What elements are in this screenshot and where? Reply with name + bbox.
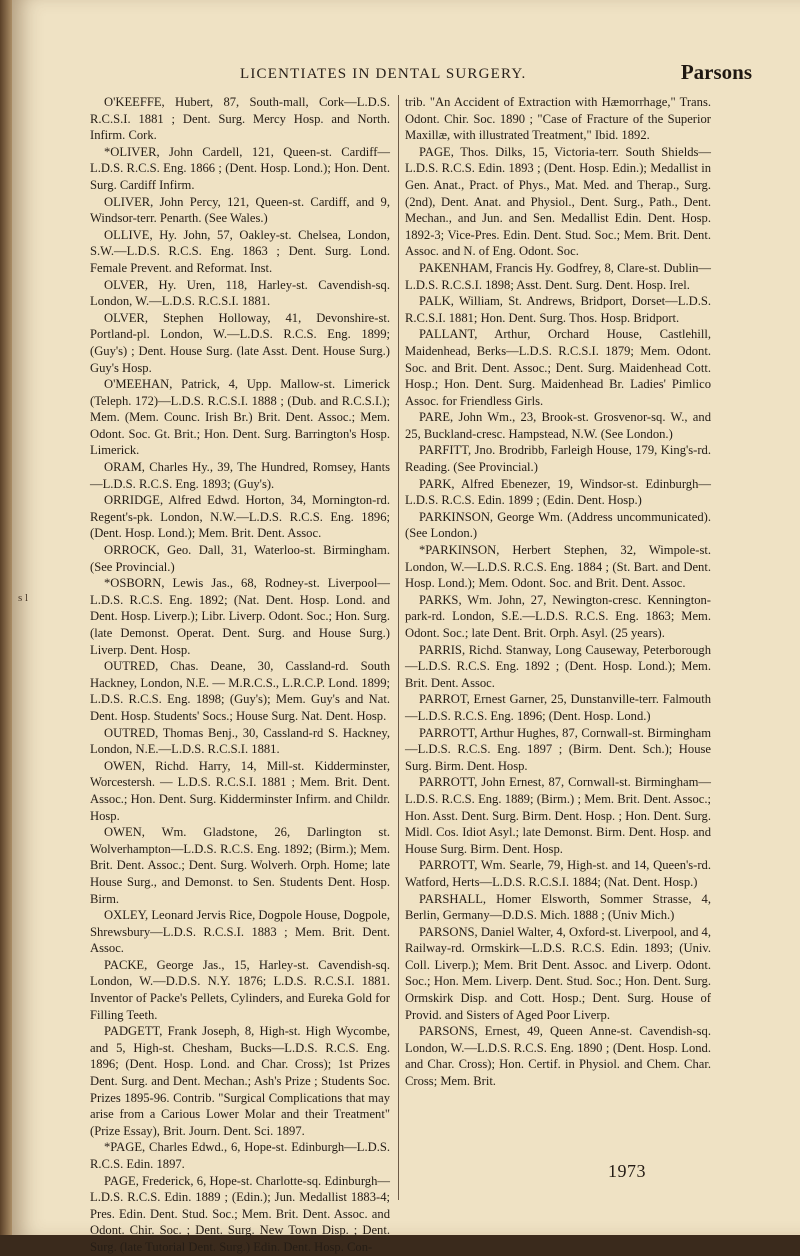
entry: ORAM, Charles Hy., 39, The Hundred, Romsey, Hants—L.D.S. R.C.S. Eng. 1893; (Guy's). <box>90 460 390 491</box>
page-number: 1973 <box>608 1161 646 1181</box>
entry: PARROTT, John Ernest, 87, Cornwall-st. Birmingham—L.D.S. R.C.S. Eng. 1889; (Birm.) ; Mem. Brit. Dent. Assoc.; Hon. Asst. Dent. Surg. Birm. Dent. Hosp. ; Hon. Dent. Surg. Midl. Cos. Idiot Asyl.; late Demonst. Birm. Dent. Hosp. and House Surg. Birm. Dent. Hosp. <box>405 775 711 856</box>
entry: *OLIVER, John Cardell, 121, Queen-st. Cardiff—L.D.S. R.C.S. Eng. 1866 ; (Dent. Hosp. Lond.); Hon. Dent. Surg. Cardiff Infirm. <box>90 144 390 192</box>
entry: OXLEY, Leonard Jervis Rice, Dogpole House, Dogpole, Shrewsbury—L.D.S. R.C.S.I. 1883 ; Mem. Brit. Dent. Assoc. <box>90 908 390 956</box>
entry: PALK, William, St. Andrews, Bridport, Dorset—L.D.S. R.C.S.I. 1881; Hon. Dent. Surg. Thos. Hosp. Bridport. <box>405 294 711 325</box>
right-column <box>405 94 711 1090</box>
entry: OLVER, Stephen Holloway, 41, Devonshire-st. Portland-pl. London, W.—L.D.S. R.C.S. Eng. 1899; (Guy's) ; Dent. House Surg. (late Asst. Dent. House Surg.) Guy's Hosp. <box>90 310 390 375</box>
entry: ORRIDGE, Alfred Edwd. Horton, 34, Mornington-rd. Regent's-pk. London, N.W.—L.D.S. R.C.S. Eng. 1896; (Dent. Hosp. Lond.); Mem. Brit. Dent. Assoc. <box>90 493 390 541</box>
entry: OUTRED, Thomas Benj., 30, Cassland-rd S. Hackney, London, N.E.—L.D.S. R.C.S.I. 1881. <box>90 725 390 757</box>
book-page <box>12 0 800 1254</box>
left-column <box>90 94 390 1256</box>
entry: PAKENHAM, Francis Hy. Godfrey, 8, Clare-st. Dublin—L.D.S. R.C.S.I. 1898; Asst. Dent. Surg. Dent. Hosp. Irel. <box>405 260 711 292</box>
entry: PARSONS, Daniel Walter, 4, Oxford-st. Liverpool, and 4, Railway-rd. Ormskirk—L.D.S. R.C.S. Edin. 1893; (Univ. Coll. Liverp.); Mem. Brit Dent. Assoc. and Liverp. Odont. Soc.; Hon. Mem. Liverp. Dent. Stud. Soc.; Hon. Dent. Surg. Ormskirk Disp. and Cott. Hosp.; Dent. Surg. House of Provid. and Sisters of Aged Poor Liverp. <box>405 924 711 1022</box>
header-keyword: Parsons <box>680 60 752 84</box>
entry: PALLANT, Arthur, Orchard House, Castlehill, Maidenhead, Berks—L.D.S. R.C.S.I. 1879; Mem. Odont. Soc. and Brit. Dent. Assoc.; Dent. Surg. Maidenhead Cott. Hosp.; Hon. Dent. Surg. Maidenhead Br. Ladies' Pimlico Assoc. for Friendless Girls. <box>405 327 711 408</box>
entry: *OSBORN, Lewis Jas., 68, Rodney-st. Liverpool—L.D.S. R.C.S. Eng. 1892; (Nat. Dent. Hosp. Lond. and Dent. Hosp. Liverp.); Libr. Liverp. Odont. Soc.; Hon. Surg. (late Demonst. Operat. Dent. Surg. and House Surg.) Liverp. Dent. Hosp. <box>90 576 390 657</box>
entry: OLVER, Hy. Uren, 118, Harley-st. Cavendish-sq. London, W.—L.D.S. R.C.S.I. 1881. <box>90 277 390 309</box>
entry: PARRIS, Richd. Stanway, Long Causeway, Peterborough—L.D.S. R.C.S. Eng. 1892 ; (Dent. Hosp. Lond.); Mem. Brit. Dent. Assoc. <box>405 642 711 690</box>
column-divider <box>398 95 399 1200</box>
entry: O'KEEFFE, Hubert, 87, South-mall, Cork—L.D.S. R.C.S.I. 1881 ; Dent. Surg. Mercy Hosp. and North. Infirm. Cork. <box>90 95 390 143</box>
entry: PARSONS, Ernest, 49, Queen Anne-st. Cavendish-sq. London, W.—L.D.S. R.C.S. Eng. 1890 ; (Dent. Hosp. Lond. and Char. Cross); Hon. Certif. in Physiol. and Chem. Char. Cross; Mem. Brit. <box>405 1024 711 1089</box>
entry: PACKE, George Jas., 15, Harley-st. Cavendish-sq. London, W.—D.D.S. N.Y. 1876; L.D.S. R.C.S.I. 1881. Inventor of Packe's Pellets, Cylinders, and Eureka Gold for Filling Teeth. <box>90 957 390 1022</box>
entry: OWEN, Wm. Gladstone, 26, Darlington st. Wolverhampton—L.D.S. R.C.S. Eng. 1892; (Birm.); Mem. Brit. Dent. Assoc.; Dent. Surg. Wolverh. Orph. Home; late House Surg., and Demonst. to Sen. Students Dent. Hosp. Birm. <box>90 825 390 906</box>
entry: PARSHALL, Homer Elsworth, Sommer Strasse, 4, Berlin, Germany—D.D.S. Mich. 1888 ; (Univ Mich.) <box>405 891 711 923</box>
entry: PAGE, Thos. Dilks, 15, Victoria-terr. South Shields—L.D.S. R.C.S. Edin. 1893 ; (Dent. Hosp. Edin.); Medallist in Gen. Anat., Pract. of Phys., Mat. Med. and Therap., Surg. (2nd), Dent. Anat. and Physiol., Dent. Surg., Path., Dent. Mechan., and Jun. and Sen. Medallist Edin. Dent. Hosp. 1892-3; Vice-Pres. Edin. Dent. Stud. Soc.; Mem. Brit. Dent. Assoc. and N. of Eng. Odont. Soc. <box>405 144 711 259</box>
entry: OWEN, Richd. Harry, 14, Mill-st. Kidderminster, Worcestersh. — L.D.S. R.C.S.I. 1881 ; Mem. Brit. Dent. Assoc.; Hon. Dent. Surg. Kidderminster Infirm. and Childr. Hosp. <box>90 758 390 823</box>
entry: PARROTT, Wm. Searle, 79, High-st. and 14, Queen's-rd. Watford, Herts—L.D.S. R.C.S.I. 1884; (Nat. Dent. Hosp.) <box>405 858 711 889</box>
entry: PARFITT, Jno. Brodribb, Farleigh House, 179, King's-rd. Reading. (See Provincial.) <box>405 443 711 475</box>
entry: PADGETT, Frank Joseph, 8, High-st. High Wycombe, and 5, High-st. Chesham, Bucks—L.D.S. R.C.S. Eng. 1896; (Dent. Hosp. Lond. and Char. Cross); 1st Prizes Dent. Surg. and Dent. Mechan.; Ash's Prize ; Students Soc. Prizes 1895-96. Contrib. "Surgical Complications that may arise from a Carious Lower Molar and their Treatment" (Prize Essay), Brit. Journ. Dent. Sci. 1897. <box>90 1024 390 1138</box>
entry: OLLIVE, Hy. John, 57, Oakley-st. Chelsea, London, S.W.—L.D.S. R.C.S. Eng. 1863 ; Dent. Surg. Lond. Female Prevent. and Reformat. Inst. <box>90 227 390 275</box>
entry: PARROT, Ernest Garner, 25, Dunstanville-terr. Falmouth—L.D.S. R.C.S. Eng. 1896; (Dent. Hosp. Lond.) <box>405 692 711 723</box>
page-title: LICENTIATES IN DENTAL SURGERY. <box>240 66 527 82</box>
page-header <box>82 60 752 88</box>
entry: PAGE, Frederick, 6, Hope-st. Charlotte-sq. Edinburgh—L.D.S. R.C.S. Edin. 1889 ; (Edin.); Jun. Medallist 1883-4; Pres. Edin. Dent. Stud. Soc.; Mem. Brit. Dent. Assoc. and Odont. Chir. Soc. ; Dent. Surg. New Town Disp. ; Dent. Surg. (late Tutorial Dent. Surg.) Edin. Dent. Hosp. Con- <box>90 1173 390 1254</box>
entry: PARKINSON, George Wm. (Address uncommunicated). (See London.) <box>405 509 711 541</box>
entry: PARE, John Wm., 23, Brook-st. Grosvenor-sq. W., and 25, Buckland-cresc. Hampstead, N.W. (See London.) <box>405 410 711 441</box>
entry: PARROTT, Arthur Hughes, 87, Cornwall-st. Birmingham—L.D.S. R.C.S. Eng. 1897 ; (Birm. Dent. Sch.); House Surg. Birm. Dent. Hosp. <box>405 725 711 773</box>
entry: OUTRED, Chas. Deane, 30, Cassland-rd. South Hackney, London, N.E. — M.R.C.S., L.R.C.P. Lond. 1899; L.D.S. R.C.S. Eng. 1898; (Guy's); Mem. Guy's and Nat. Dent. Hosp. Students' Socs.; House Surg. Nat. Dent. Hosp. <box>90 659 390 723</box>
entry: PARKS, Wm. John, 27, Newington-cresc. Kennington-park-rd. London, S.E.—L.D.S. R.C.S. Eng. 1863; Mem. Odont. Soc.; late Dent. Brit. Orph. Asyl. (25 years). <box>405 592 711 640</box>
entry: *PAGE, Charles Edwd., 6, Hope-st. Edinburgh—L.D.S. R.C.S. Edin. 1897. <box>90 1140 390 1171</box>
entry: OLIVER, John Percy, 121, Queen-st. Cardiff, and 9, Windsor-terr. Penarth. (See Wales.) <box>90 194 390 226</box>
entry: ORROCK, Geo. Dall, 31, Waterloo-st. Birmingham. (See Provincial.) <box>90 543 390 574</box>
entry-continuation: trib. "An Accident of Extraction with Hæmorrhage," Trans. Odont. Chir. Soc. 1890 ; "Case of Fracture of the Superior Maxillæ, with illustrated Treatment," Ibid. 1892. <box>405 95 711 143</box>
entry: O'MEEHAN, Patrick, 4, Upp. Mallow-st. Limerick (Teleph. 172)—L.D.S. R.C.S.I. 1888 ; (Dub. and R.C.S.I.); Mem. (Mem. Counc. Irish Br.) Brit. Dent. Assoc.; Mem. Odont. Soc. Gt. Brit.; Hon. Dent. Surg. Barrington's Hosp. Limerick. <box>90 377 390 458</box>
entry: *PARKINSON, Herbert Stephen, 32, Wimpole-st. London, W.—L.D.S. R.C.S. Eng. 1884 ; (St. Bart. and Dent. Hosp. Lond.); Mem. Odont. Soc. and Brit. Dent. Assoc. <box>405 543 711 591</box>
margin-marks: s l <box>18 592 29 604</box>
entry: PARK, Alfred Ebenezer, 19, Windsor-st. Edinburgh—L.D.S. R.C.S. Edin. 1899 ; (Edin. Dent. Hosp.) <box>405 476 711 508</box>
